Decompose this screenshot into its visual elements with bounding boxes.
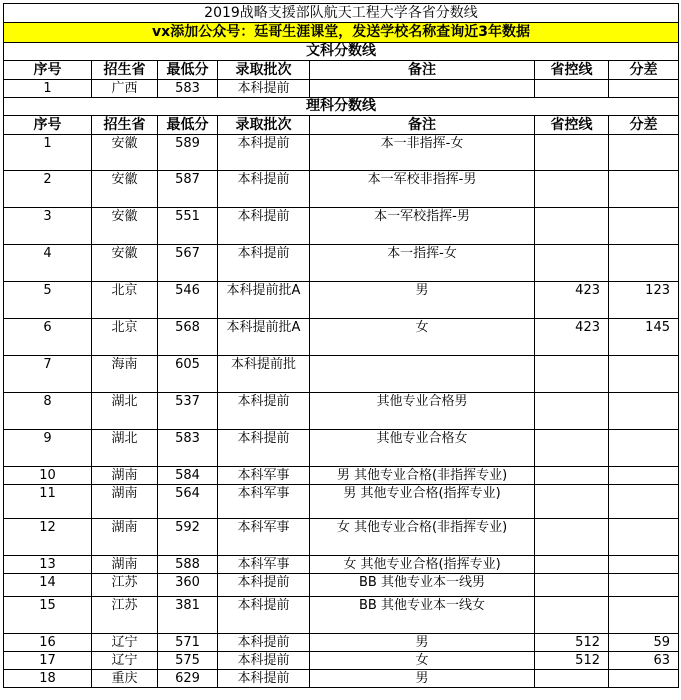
- remark-cell: BB 其他专业本一线女: [310, 597, 535, 634]
- table-row: [4, 245, 679, 282]
- score-diff-cell: [609, 467, 679, 485]
- control-line-cell: [535, 80, 609, 98]
- header-cell: 备注: [310, 116, 535, 135]
- province-cell: 江苏: [92, 574, 158, 597]
- score-diff-cell: [609, 171, 679, 208]
- admission-batch-cell: 本科军事: [218, 519, 310, 556]
- admission-batch-cell: 本科提前: [218, 80, 310, 98]
- province-cell: 海南: [92, 356, 158, 393]
- table-row: [4, 556, 679, 574]
- min-score-cell: 551: [158, 208, 218, 245]
- min-score-cell: 584: [158, 467, 218, 485]
- header-cell: 备注: [310, 61, 535, 80]
- table-row: [4, 652, 679, 670]
- min-score-cell: 381: [158, 597, 218, 634]
- admission-batch-cell: 本科提前: [218, 208, 310, 245]
- table-row: [4, 135, 679, 171]
- control-line-cell: [535, 356, 609, 393]
- control-line-cell: [535, 574, 609, 597]
- admission-batch-cell: 本科提前: [218, 652, 310, 670]
- promo-banner: vx添加公众号：廷哥生涯课堂，发送学校名称查询近3年数据: [4, 23, 679, 43]
- min-score-cell: 546: [158, 282, 218, 319]
- remark-cell: 男 其他专业合格(指挥专业): [310, 485, 535, 519]
- table-row: [4, 430, 679, 467]
- row-index-cell: 2: [4, 171, 92, 208]
- row-index-cell: 1: [4, 135, 92, 171]
- control-line-cell: [535, 597, 609, 634]
- province-cell: 湖南: [92, 467, 158, 485]
- title-row: [4, 4, 679, 23]
- min-score-cell: 592: [158, 519, 218, 556]
- row-index-cell: 5: [4, 282, 92, 319]
- province-cell: 江苏: [92, 597, 158, 634]
- remark-cell: 男: [310, 670, 535, 688]
- province-cell: 湖南: [92, 556, 158, 574]
- remark-cell: 男: [310, 282, 535, 319]
- table-row: [4, 171, 679, 208]
- admission-batch-cell: 本科军事: [218, 467, 310, 485]
- row-index-cell: 14: [4, 574, 92, 597]
- province-cell: 北京: [92, 282, 158, 319]
- control-line-cell: 512: [535, 652, 609, 670]
- header-cell: 分差: [609, 61, 679, 80]
- remark-cell: 男 其他专业合格(非指挥专业): [310, 467, 535, 485]
- remark-cell: 本一指挥-女: [310, 245, 535, 282]
- control-line-cell: [535, 245, 609, 282]
- province-cell: 重庆: [92, 670, 158, 688]
- row-index-cell: 18: [4, 670, 92, 688]
- row-index-cell: 15: [4, 597, 92, 634]
- province-cell: 安徽: [92, 135, 158, 171]
- province-cell: 广西: [92, 80, 158, 98]
- score-diff-cell: [609, 393, 679, 430]
- remark-cell: 女 其他专业合格(非指挥专业): [310, 519, 535, 556]
- min-score-cell: 564: [158, 485, 218, 519]
- row-index-cell: 1: [4, 80, 92, 98]
- admission-batch-cell: 本科军事: [218, 485, 310, 519]
- remark-cell: 本一军校非指挥-男: [310, 171, 535, 208]
- header-cell: 录取批次: [218, 116, 310, 135]
- score-diff-cell: [609, 135, 679, 171]
- control-line-cell: [535, 467, 609, 485]
- control-line-cell: [535, 135, 609, 171]
- like-section-title: 理科分数线: [4, 98, 679, 116]
- province-cell: 安徽: [92, 245, 158, 282]
- table-row: [4, 467, 679, 485]
- header-cell: 省控线: [535, 116, 609, 135]
- header-cell: 招生省: [92, 61, 158, 80]
- remark-cell: 女: [310, 652, 535, 670]
- table-row: [4, 597, 679, 634]
- score-diff-cell: [609, 356, 679, 393]
- row-index-cell: 9: [4, 430, 92, 467]
- score-diff-cell: [609, 208, 679, 245]
- header-cell: 招生省: [92, 116, 158, 135]
- min-score-cell: 568: [158, 319, 218, 356]
- province-cell: 安徽: [92, 208, 158, 245]
- control-line-cell: [535, 171, 609, 208]
- like-header-row: [4, 116, 679, 135]
- header-cell: 录取批次: [218, 61, 310, 80]
- row-index-cell: 4: [4, 245, 92, 282]
- admission-batch-cell: 本科提前: [218, 597, 310, 634]
- remark-cell: 其他专业合格女: [310, 430, 535, 467]
- control-line-cell: [535, 393, 609, 430]
- admission-batch-cell: 本科提前批A: [218, 282, 310, 319]
- province-cell: 安徽: [92, 171, 158, 208]
- table-row: [4, 485, 679, 519]
- min-score-cell: 567: [158, 245, 218, 282]
- min-score-cell: 571: [158, 634, 218, 652]
- control-line-cell: 512: [535, 634, 609, 652]
- header-cell: 最低分: [158, 116, 218, 135]
- like-section-row: [4, 98, 679, 116]
- score-table: [3, 3, 679, 688]
- table-row: [4, 80, 679, 98]
- banner-row: [4, 23, 679, 43]
- control-line-cell: [535, 670, 609, 688]
- sheet-title: 2019战略支援部队航天工程大学各省分数线: [4, 4, 679, 23]
- remark-cell: 女 其他专业合格(指挥专业): [310, 556, 535, 574]
- score-diff-cell: [609, 80, 679, 98]
- header-cell: 序号: [4, 116, 92, 135]
- admission-batch-cell: 本科提前: [218, 245, 310, 282]
- row-index-cell: 10: [4, 467, 92, 485]
- remark-cell: BB 其他专业本一线男: [310, 574, 535, 597]
- table-row: [4, 634, 679, 652]
- remark-cell: [310, 80, 535, 98]
- row-index-cell: 16: [4, 634, 92, 652]
- min-score-cell: 583: [158, 430, 218, 467]
- province-cell: 湖北: [92, 393, 158, 430]
- score-diff-cell: 123: [609, 282, 679, 319]
- table-row: [4, 208, 679, 245]
- row-index-cell: 13: [4, 556, 92, 574]
- row-index-cell: 12: [4, 519, 92, 556]
- min-score-cell: 583: [158, 80, 218, 98]
- min-score-cell: 629: [158, 670, 218, 688]
- admission-batch-cell: 本科提前: [218, 430, 310, 467]
- province-cell: 辽宁: [92, 634, 158, 652]
- table-row: [4, 282, 679, 319]
- remark-cell: 其他专业合格男: [310, 393, 535, 430]
- admission-batch-cell: 本科提前: [218, 393, 310, 430]
- wenke-header-row: [4, 61, 679, 80]
- header-cell: 最低分: [158, 61, 218, 80]
- table-row: [4, 356, 679, 393]
- wenke-section-row: [4, 43, 679, 61]
- score-diff-cell: 59: [609, 634, 679, 652]
- row-index-cell: 6: [4, 319, 92, 356]
- control-line-cell: [535, 485, 609, 519]
- admission-batch-cell: 本科提前批A: [218, 319, 310, 356]
- score-diff-cell: [609, 670, 679, 688]
- score-diff-cell: [609, 430, 679, 467]
- min-score-cell: 589: [158, 135, 218, 171]
- min-score-cell: 537: [158, 393, 218, 430]
- remark-cell: 男: [310, 634, 535, 652]
- table-row: [4, 393, 679, 430]
- control-line-cell: [535, 208, 609, 245]
- admission-batch-cell: 本科军事: [218, 556, 310, 574]
- row-index-cell: 3: [4, 208, 92, 245]
- control-line-cell: [535, 556, 609, 574]
- min-score-cell: 588: [158, 556, 218, 574]
- remark-cell: 本一军校指挥-男: [310, 208, 535, 245]
- header-cell: 省控线: [535, 61, 609, 80]
- admission-batch-cell: 本科提前: [218, 574, 310, 597]
- province-cell: 北京: [92, 319, 158, 356]
- remark-cell: [310, 356, 535, 393]
- control-line-cell: [535, 519, 609, 556]
- table-row: [4, 319, 679, 356]
- admission-batch-cell: 本科提前: [218, 135, 310, 171]
- province-cell: 湖南: [92, 485, 158, 519]
- control-line-cell: [535, 430, 609, 467]
- row-index-cell: 11: [4, 485, 92, 519]
- admission-batch-cell: 本科提前: [218, 670, 310, 688]
- row-index-cell: 17: [4, 652, 92, 670]
- score-diff-cell: [609, 245, 679, 282]
- remark-cell: 女: [310, 319, 535, 356]
- remark-cell: 本一非指挥-女: [310, 135, 535, 171]
- min-score-cell: 605: [158, 356, 218, 393]
- min-score-cell: 360: [158, 574, 218, 597]
- wenke-section-title: 文科分数线: [4, 43, 679, 61]
- province-cell: 辽宁: [92, 652, 158, 670]
- header-cell: 分差: [609, 116, 679, 135]
- admission-batch-cell: 本科提前: [218, 171, 310, 208]
- min-score-cell: 587: [158, 171, 218, 208]
- control-line-cell: 423: [535, 319, 609, 356]
- score-diff-cell: [609, 597, 679, 634]
- control-line-cell: 423: [535, 282, 609, 319]
- province-cell: 湖南: [92, 519, 158, 556]
- admission-batch-cell: 本科提前批: [218, 356, 310, 393]
- header-cell: 序号: [4, 61, 92, 80]
- score-diff-cell: 63: [609, 652, 679, 670]
- score-diff-cell: [609, 574, 679, 597]
- table-row: [4, 519, 679, 556]
- admission-batch-cell: 本科提前: [218, 634, 310, 652]
- row-index-cell: 7: [4, 356, 92, 393]
- score-diff-cell: [609, 485, 679, 519]
- province-cell: 湖北: [92, 430, 158, 467]
- table-row: [4, 670, 679, 688]
- score-diff-cell: 145: [609, 319, 679, 356]
- score-diff-cell: [609, 519, 679, 556]
- min-score-cell: 575: [158, 652, 218, 670]
- score-diff-cell: [609, 556, 679, 574]
- row-index-cell: 8: [4, 393, 92, 430]
- table-row: [4, 574, 679, 597]
